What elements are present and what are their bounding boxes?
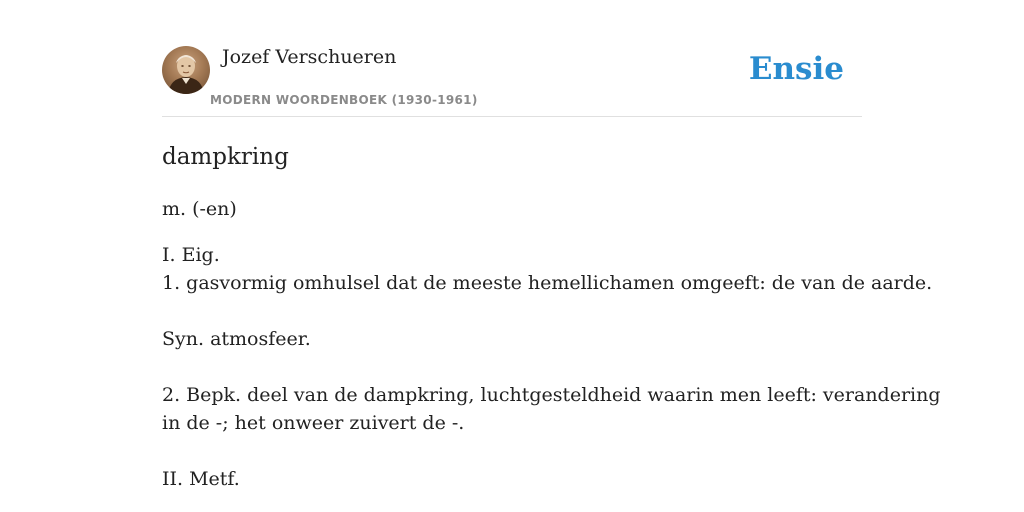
portrait-icon xyxy=(162,46,210,94)
entry-header xyxy=(162,46,862,117)
author-avatar[interactable] xyxy=(162,46,210,94)
author-name[interactable]: Jozef Verschueren xyxy=(222,46,397,68)
entry-card xyxy=(162,46,941,493)
brand-logo[interactable]: Ensie xyxy=(748,51,844,87)
definition-line: I. Eig. xyxy=(162,244,220,266)
entry-content xyxy=(162,143,941,493)
definition-line: 1. gasvormig omhulsel dat de meeste hemellichamen omgeeft: de van de aarde. xyxy=(162,272,933,294)
entry-term: dampkring xyxy=(162,144,289,170)
definition-line: in de -; het onweer zuivert de -. xyxy=(162,412,465,434)
definition-line: II. Metf. xyxy=(162,468,240,490)
blank-line xyxy=(162,297,862,325)
source-title[interactable]: MODERN WOORDENBOEK (1930-1961) xyxy=(210,93,478,107)
definition-line: 2. Bepk. deel van de dampkring, luchtgesteldheid waarin men leeft: verandering xyxy=(162,384,941,406)
entry-grammar: m. (-en) xyxy=(162,198,237,220)
entry-definition xyxy=(162,241,941,493)
definition-line: Syn. atmosfeer. xyxy=(162,328,311,350)
blank-line xyxy=(162,353,862,381)
blank-line xyxy=(162,437,862,465)
